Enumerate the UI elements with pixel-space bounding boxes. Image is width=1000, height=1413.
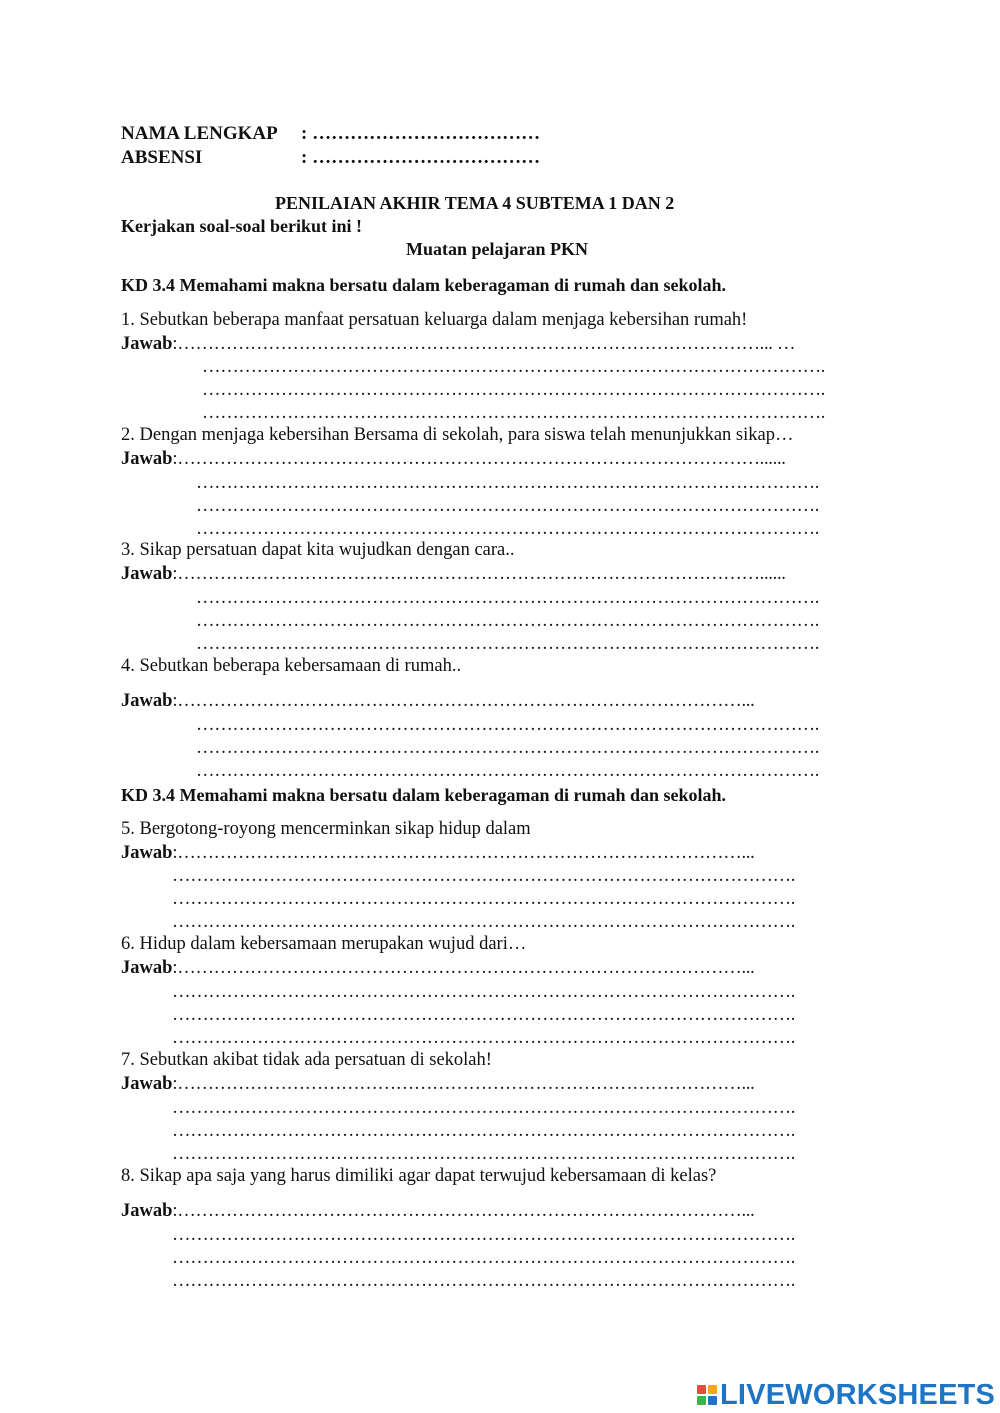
jawab-label: Jawab: [121, 449, 173, 469]
question-2: 2. Dengan menjaga kebersihan Bersama di sekolah, para siswa telah menunjukkan sikap…: [121, 425, 794, 445]
kd-heading-1: KD 3.4 Memahami makna bersatu dalam keberagaman di rumah dan sekolah.: [121, 275, 727, 295]
liveworksheets-logo: [697, 1378, 995, 1412]
jawab-label: Jawab: [121, 1201, 173, 1221]
answer-3-line-3[interactable]: ………………………………………………………………………………………….: [196, 611, 820, 631]
answer-5-line-4[interactable]: ………………………………………………………………………………………….: [172, 912, 796, 932]
answer-1-first-line[interactable]: [121, 335, 795, 354]
answer-4-line-4[interactable]: ………………………………………………………………………………………….: [196, 761, 820, 781]
answer-8-line-4[interactable]: ………………………………………………………………………………………….: [172, 1271, 796, 1291]
instruction: Kerjakan soal-soal berikut ini !: [121, 216, 363, 236]
logo-square-blue: [708, 1396, 717, 1405]
answer-line: :…………………………………………………………………………………...: [172, 1201, 755, 1221]
jawab-label: Jawab: [121, 691, 173, 711]
logo-square-orange: [708, 1385, 717, 1394]
logo-square-red: [697, 1385, 706, 1394]
answer-3-first-line[interactable]: [121, 565, 786, 584]
answer-2-line-4[interactable]: ………………………………………………………………………………………….: [196, 519, 820, 539]
answer-8-first-line[interactable]: [121, 1202, 754, 1221]
answer-7-line-3[interactable]: ………………………………………………………………………………………….: [172, 1121, 796, 1141]
answer-2-line-2[interactable]: ………………………………………………………………………………………….: [196, 473, 820, 493]
answer-line: :……………………………………………………………………………………......: [172, 564, 786, 584]
answer-line: :……………………………………………………………………………………... …: [172, 334, 796, 354]
logo-square-green: [697, 1396, 706, 1405]
name-field[interactable]: : ………………………………: [301, 123, 541, 144]
answer-line: :…………………………………………………………………………………...: [172, 958, 755, 978]
answer-7-line-4[interactable]: ………………………………………………………………………………………….: [172, 1144, 796, 1164]
absensi-label: ABSENSI: [121, 147, 203, 168]
answer-6-line-4[interactable]: ………………………………………………………………………………………….: [172, 1028, 796, 1048]
answer-6-line-3[interactable]: ………………………………………………………………………………………….: [172, 1005, 796, 1025]
answer-7-first-line[interactable]: [121, 1075, 754, 1094]
jawab-label: Jawab: [121, 334, 173, 354]
answer-line: :…………………………………………………………………………………...: [172, 691, 755, 711]
jawab-label: Jawab: [121, 958, 173, 978]
answer-4-line-2[interactable]: ………………………………………………………………………………………….: [196, 715, 820, 735]
answer-1-line-2[interactable]: ………………………………………………………………………………………….: [202, 357, 826, 377]
answer-line: :…………………………………………………………………………………...: [172, 843, 755, 863]
answer-7-line-2[interactable]: ………………………………………………………………………………………….: [172, 1098, 796, 1118]
answer-3-line-4[interactable]: ………………………………………………………………………………………….: [196, 634, 820, 654]
answer-6-line-2[interactable]: ………………………………………………………………………………………….: [172, 982, 796, 1002]
absensi-field[interactable]: : ………………………………: [301, 147, 541, 168]
answer-1-line-3[interactable]: ………………………………………………………………………………………….: [202, 380, 826, 400]
answer-5-line-2[interactable]: ………………………………………………………………………………………….: [172, 866, 796, 886]
question-6: 6. Hidup dalam kebersamaan merupakan wujud dari…: [121, 934, 527, 954]
answer-4-first-line[interactable]: [121, 692, 754, 711]
answer-line: :……………………………………………………………………………………......: [172, 449, 786, 469]
answer-6-first-line[interactable]: [121, 959, 754, 978]
answer-2-line-3[interactable]: ………………………………………………………………………………………….: [196, 496, 820, 516]
answer-3-line-2[interactable]: ………………………………………………………………………………………….: [196, 588, 820, 608]
question-8: 8. Sikap apa saja yang harus dimiliki agar dapat terwujud kebersamaan di kelas?: [121, 1166, 717, 1186]
subject-title: Muatan pelajaran PKN: [406, 239, 588, 259]
kd-heading-2: KD 3.4 Memahami makna bersatu dalam keberagaman di rumah dan sekolah.: [121, 785, 727, 805]
answer-5-line-3[interactable]: ………………………………………………………………………………………….: [172, 889, 796, 909]
jawab-label: Jawab: [121, 1074, 173, 1094]
answer-8-line-2[interactable]: ………………………………………………………………………………………….: [172, 1225, 796, 1245]
answer-4-line-3[interactable]: ………………………………………………………………………………………….: [196, 738, 820, 758]
question-4: 4. Sebutkan beberapa kebersamaan di rumah..: [121, 656, 462, 676]
answer-5-first-line[interactable]: [121, 844, 754, 863]
logo-text: LIVEWORKSHEETS: [720, 1378, 996, 1411]
name-label: NAMA LENGKAP: [121, 123, 278, 144]
page-title: PENILAIAN AKHIR TEMA 4 SUBTEMA 1 DAN 2: [275, 193, 675, 213]
question-7: 7. Sebutkan akibat tidak ada persatuan di sekolah!: [121, 1050, 492, 1070]
liveworksheets-mark-icon: [697, 1385, 717, 1405]
answer-1-line-4[interactable]: ………………………………………………………………………………………….: [202, 403, 826, 423]
jawab-label: Jawab: [121, 843, 173, 863]
question-3: 3. Sikap persatuan dapat kita wujudkan dengan cara..: [121, 540, 515, 560]
answer-8-line-3[interactable]: ………………………………………………………………………………………….: [172, 1248, 796, 1268]
answer-2-first-line[interactable]: [121, 450, 786, 469]
question-5: 5. Bergotong-royong mencerminkan sikap hidup dalam: [121, 819, 531, 839]
jawab-label: Jawab: [121, 564, 173, 584]
answer-line: :…………………………………………………………………………………...: [172, 1074, 755, 1094]
question-1: 1. Sebutkan beberapa manfaat persatuan keluarga dalam menjaga kebersihan rumah!: [121, 310, 748, 330]
